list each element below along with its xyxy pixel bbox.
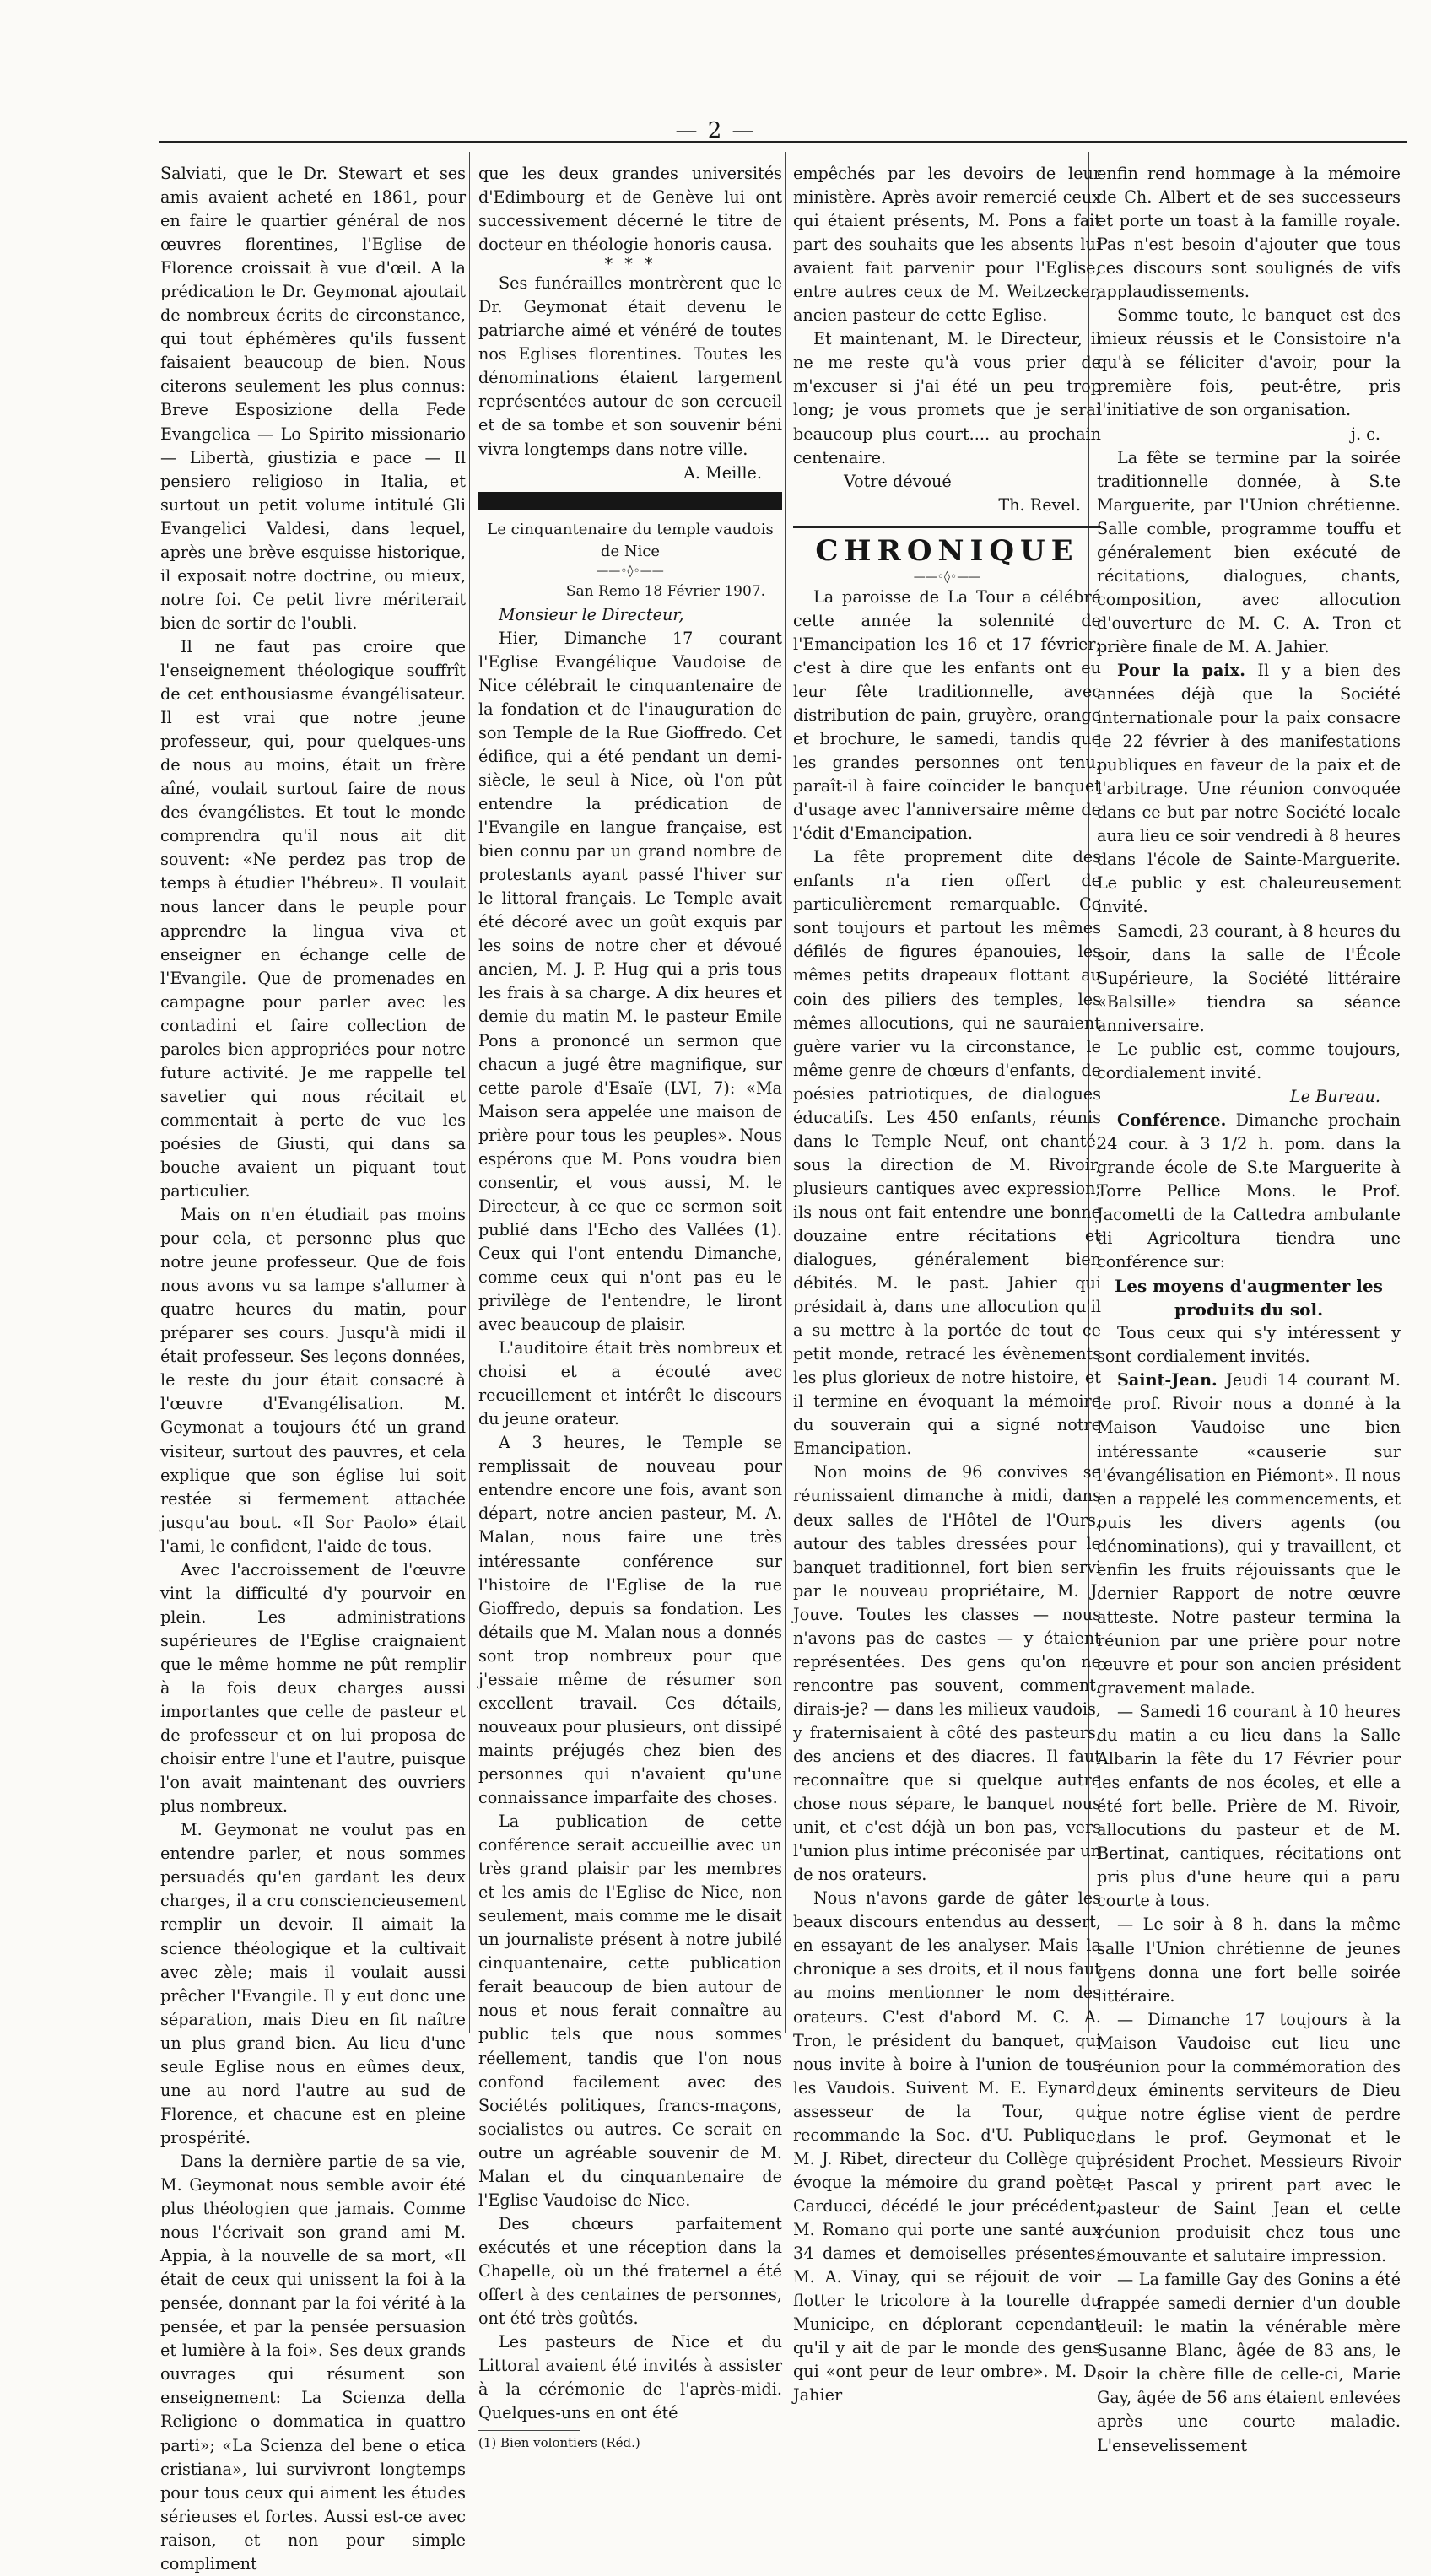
paragraph: Tous ceux qui s'y intéressent y sont cordialement invités.: [1097, 1323, 1401, 1367]
ornament-rule: ——◦◊◦——: [597, 564, 664, 578]
column-rule: [785, 152, 786, 2033]
column-1: [160, 162, 466, 2576]
signature: Th. Revel.: [998, 494, 1081, 515]
section-separator: * * *: [604, 254, 656, 274]
salutation: Monsieur le Directeur,: [499, 604, 684, 624]
paragraph: Les pasteurs de Nice et du Littoral avaient été invités à assister à la cérémonie de l'après-midi. Quelques-uns en ont été: [478, 2332, 782, 2423]
article-title: Le cinquantenaire du temple vaudois de Nice: [487, 520, 774, 560]
column-4: [1097, 162, 1401, 2458]
run-in-heading: Conférence.: [1117, 1110, 1227, 1130]
paragraph: Il ne faut pas croire que l'enseignement théologique souffrît de cet enthousiasme évangélisateur. Il est vrai que notre jeune professeur, qui, pour quelques-uns de nous au moins, était un frère aîné, voulait surtout faire de nous des évangélistes. Et tout le monde comprendra qu'il nous ait dit souvent: «Ne perdez pas trop de temps à étudier l'hébreu». Il voulait nous lancer dans le peuple pour apprendre la lingua viva et enseigner en échange celle de l'Evangile. Que de promenades en campagne pour parler avec les contadini et faire collection de paroles bien appropriées pour notre future activité. Je me rappelle tel savetier qui nous récitait et commentait à perte de vue les poésies de Giusti, qui dans sa bouche avaient un piquant tout particulier.: [160, 636, 466, 1202]
article-divider-bar: [478, 492, 782, 510]
paragraph: Nous n'avons garde de gâter les beaux discours entendus au dessert, en essayant de les analyser. Mais la chronique a ses droits, et il nous faut au moins mentionner le nom des orateurs. C'est d'abord M. C. A. Tron, le président du banquet, qui nous invite à boire à l'union de tous les Vaudois. Suivent M. E. Eynard, assesseur de la Tour, qui recommande la Soc. d'U. Publique; M. J. Ribet, directeur du Collège qui évoque la mémoire du grand poète Carducci, décédé le jour précédent; M. Romano qui porte une santé aux 34 dames et demoiselles présentes; M. A. Vinay, qui se réjouit de voir flotter le tricolore à la tourelle du Municipe, en déplorant cependant qu'il y ait de par le monde des gens qui «ont peur de leur ombre». M. D. Jahier: [793, 1888, 1101, 2406]
paragraph: — Dimanche 17 toujours à la Maison Vaudoise eut lieu une réunion pour la commémoration des deux éminents serviteurs de Dieu que notre église vient de perdre dans le prof. Geymonat et le président Prochet. Messieurs Rivoir et Pascal y prirent part avec le pasteur de Saint Jean et cette réunion produisit chez tous une émouvante et salutaire impression.: [1097, 2009, 1401, 2266]
paragraph: Le public est, comme toujours, cordialement invité.: [1097, 1039, 1401, 1083]
run-in-heading: Saint-Jean.: [1117, 1370, 1218, 1391]
paragraph: enfin rend hommage à la mémoire de Ch. Albert et de ses successeurs et porte un toast à la famille royale. Pas n'est besoin d'ajouter que tous ces discours sont soulignés de vifs applaudissements.: [1097, 164, 1401, 302]
paragraph: Salviati, que le Dr. Stewart et ses amis avaient acheté en 1861, pour en faire le quartier général de nos œuvres florentines, l'Eglise de Florence croissait à vue d'œil. A la prédication le Dr. Geymonat ajoutait de nombreux écrits de circonstance, qui tout éphémères qu'ils fussent faisaient beaucoup de bien. Nous citerons seulement les plus connus: Breve Esposizione della Fede Evangelica — Lo Spirito missionario — Libertà, giustizia e pace — Il pensiero religioso in Italia, et surtout un petit volume intitulé Gli Evangelici Valdesi, dans lequel, après une brève esquisse historique, il exposait notre doctrine, ou mieux, notre foi. Ce petit livre mériterait bien de sortir de l'oubli.: [160, 164, 466, 633]
paragraph: empêchés par les devoirs de leur ministère. Après avoir remercié ceux qui étaient présents, M. Pons a fait part des souhaits que les absents lui avaient fait parvenir pour l'Eglise; entre autres ceux de M. Weitzecker, ancien pasteur de cette Eglise.: [793, 164, 1101, 326]
header-rule: [159, 141, 1407, 143]
paragraph: La fête se termine par la soirée traditionnelle donnée, à S.te Marguerite, par l'Union chrétienne. Salle comble, programme touffu et généralement bien exécuté de récitations, dialogues, chants, composition, avec allocution d'ouverture de M. C. A. Tron et prière finale de M. A. Jahier.: [1097, 447, 1401, 656]
paragraph: A 3 heures, le Temple se remplissait de nouveau pour entendre encore une fois, avant son départ, notre ancien pasteur, M. A. Malan, nous faire une très intéressante conférence sur l'histoire de l'Eglise de la rue Gioffredo, depuis sa fondation. Les détails que M. Malan nous a donnés sont trop nombreux pour que j'essaie même de résumer son excellent travail. Ces détails, nouveaux pour plusieurs, ont dissipé maints préjugés chez bien des personnes qui n'avaient qu'une connaissance imparfaite des choses.: [478, 1433, 782, 1807]
paragraph: [1097, 1369, 1401, 1700]
paragraph: Avec l'accroissement de l'œuvre vint la difficulté d'y pourvoir en plein. Les administrations supérieures de l'Eglise craignaient que le même homme ne pût remplir à la fois deux charges aussi importantes que celle de pasteur et de professeur et on lui proposa de choisir entre l'une et l'autre, puisque l'on avait maintenant des ouvriers plus nombreux.: [160, 1559, 466, 1817]
paragraph: Somme toute, le banquet est des mieux réussis et le Consistoire n'a qu'à se féliciter d'avoir, pour la première fois, peut-être, pris l'initiative de son organisation.: [1097, 305, 1401, 420]
paragraph: Dans la dernière partie de sa vie, M. Geymonat nous semble avoir été plus théologien que jamais. Comme nous l'écrivait son grand ami M. Appia, à la nouvelle de sa mort, «Il était de ceux qui unissent la foi à la pensée, donnant par la foi vérité à la pensée, et par la pensée persuasion et lumière à la foi». Ses deux grands ouvrages qui résument son enseignement: La Scienza della Religione o dommatica in quattro parti»; «La Scienza del bene o etica cristiana», lui survivront longtemps pour tous ceux qui aiment les études sérieuses et fortes. Aussi est-ce avec raison, et non pour simple compliment: [160, 2151, 466, 2573]
column-3: [793, 162, 1101, 2407]
paragraph: Et maintenant, M. le Directeur, il ne me reste qu'à vous prier de m'excuser si j'ai été un peu trop long; je vous promets que je serai beaucoup plus court.... au prochain centenaire.: [793, 329, 1101, 467]
section-title: CHRONIQUE: [793, 526, 1101, 569]
paragraph: — Le soir à 8 h. dans la même salle l'Union chrétienne de jeunes gens donna une fort belle soirée littéraire.: [1097, 1914, 1401, 2006]
paragraph: Samedi, 23 courant, à 8 heures du soir, dans la salle de l'École Supérieure, la Société littéraire «Balsille» tiendra sa séance anniversaire.: [1097, 921, 1401, 1035]
closing: Votre dévoué: [844, 471, 952, 491]
paragraph: L'auditoire était très nombreux et choisi et a écouté avec recueillement et intérêt le discours du jeune orateur.: [478, 1338, 782, 1429]
paragraph: Non moins de 96 convives se réunissaient dimanche à midi, dans deux salles de l'Hôtel de l'Ours, autour des tables dressées pour le banquet traditionnel, fort bien servi par le nouveau propriétaire, M. J. Jouve. Toutes les classes — nous n'avons pas de castes — y étaient représentées. Des gens qu'on ne rencontre pas souvent, comment, dirais-je? — dans les milieux vaudois, y fraternisaient à côté des pasteurs, des anciens et des diacres. Il faut reconnaître que si quelque autre chose nous sépare, le banquet nous unit, et c'est déjà un bon pas, vers l'union plus intime préconisée par un de nos orateurs.: [793, 1462, 1101, 1885]
ornament-rule: ——◦◊◦——: [913, 570, 981, 584]
paragraph: Mais on n'en étudiait pas moins pour cela, et personne plus que notre jeune professeur. Que de fois nous avons vu sa lampe s'allumer à quatre heures du matin, pour préparer ses cours. Jusqu'à midi il était professeur. Ses leçons données, le reste du jour était consacré à l'œuvre d'Evangélisation. M. Geymonat a toujours été un grand visiteur, surtout des pauvres, et cela explique que son église lui soit restée si fermement attachée jusqu'au bout. «Il Sor Paolo» était l'ami, le confident, l'aide de tous.: [160, 1205, 466, 1556]
paragraph-text: Il y a bien des années déjà que la Société internationale pour la paix consacre le 22 février à des manifestations publiques en faveur de la paix et de l'arbitrage. Une réunion convoquée dans ce but par notre Société locale aura lieu ce soir vendredi à 8 heures dans l'école de Sainte-Marguerite. Le public y est chaleureusement invité.: [1097, 660, 1401, 917]
paragraph: Hier, Dimanche 17 courant l'Eglise Evangélique Vaudoise de Nice célébrait le cinquantenaire de la fondation et de l'inauguration de son Temple de la Rue Gioffredo. Cet édifice, qui a été pendant un demi-siècle, le seul à Nice, où l'on pût entendre la prédication de l'Evangile en langue française, est bien connu par un grand nombre de protestants ayant passé l'hiver sur le littoral français. Le Temple avait été décoré avec un goût exquis par les soins de notre cher et dévoué ancien, M. J. P. Hug qui a pris tous les frais à sa charge. A dix heures et demie du matin M. le pasteur Emile Pons a prononcé un sermon que chacun a jugé être magnifique, sur cette parole d'Esaïe (LVI, 7): «Ma Maison sera appelée une maison de prière pour tous les peuples». Nous espérons que M. Pons voudra bien consentir, et vous aussi, M. le Directeur, à ce que ce sermon soit publié dans l'Echo des Vallées (1). Ceux qui l'ont entendu Dimanche, comme ceux qui n'ont pas eu le privilège de l'entendre, le liront avec beaucoup de plaisir.: [478, 628, 782, 1335]
footnote: (1) Bien volontiers (Réd.): [478, 2435, 640, 2451]
column-rule: [469, 152, 470, 2033]
paragraph: [1097, 1109, 1401, 1274]
paragraph-text: Dimanche prochain 24 cour. à 3 1/2 h. pom. dans la grande école de S.te Marguerite à Torre Pellice Mons. le Prof. Jacometti de la Cattedra ambulante di Agricoltura tiendra une conférence sur:: [1097, 1110, 1401, 1272]
paragraph: La fête proprement dite des enfants n'a rien offert de particulièrement remarquable. Ce sont toujours et partout les mêmes défilés de figures épanouies, les mêmes petits drapeaux flottant au coin des piliers des temples, les mêmes allocutions, qui ne sauraient guère varier vu la circonstance, le même genre de chœurs d'enfants, de poésies patriotiques, de dialogues éducatifs. Les 450 enfants, réunis dans le Temple Neuf, ont chanté, sous la direction de M. Rivoir, plusieurs cantiques avec expression; ils nous ont fait entendre une bonne douzaine entre récitations et dialogues, généralement bien débités. M. le past. Jahier qui présidait à, dans une allocution qu'il a su mettre à la portée de tout ce petit monde, retracé les évènements les plus glorieux de notre histoire, et il termine en évoquant la mémoire du souverain qui a signé notre Emancipation.: [793, 847, 1101, 1459]
paragraph: — La famille Gay des Gonins a été frappée samedi dernier d'un double deuil: le matin la vénérable mère Susanne Blanc, âgée de 83 ans, le soir la chère fille de celle-ci, Marie Gay, âgée de 56 ans étaient enlevées après une courte maladie. L'ensevelissement: [1097, 2270, 1401, 2455]
signature: A. Meille.: [683, 462, 762, 483]
paragraph: La paroisse de La Tour a célébré cette année la solennité de l'Emancipation les 16 et 17 février; c'est à dire que les enfants ont eu leur fête traditionnelle, avec distribution de pain, gruyère, orange et brochure, le samedi, tandis que les grandes personnes ont tenu, paraît-il à faire coïncider le banquet d'usage avec l'anniversaire même de l'édit d'Emancipation.: [793, 586, 1101, 844]
run-in-heading: Pour la paix.: [1117, 660, 1245, 680]
paragraph: que les deux grandes universités d'Edimbourg et de Genève lui ont successivement décerné le titre de docteur en théologie honoris causa.: [478, 164, 782, 255]
paragraph-text: Jeudi 14 courant M. le prof. Rivoir nous a donné à la Maison Vaudoise une bien intéressante «causerie sur l'évangélisation en Piémont». Il nous en a rappelé les commencements, et puis les divers agents (ou dénominations), qui y travaillent, et enfin les fruits réjouissants que le dernier Rapport de notre œuvre atteste. Notre pasteur termina la réunion par une prière pour notre œuvre et pour son ancien président gravement malade.: [1097, 1370, 1401, 1698]
paragraph: [1097, 659, 1401, 920]
column-2: [478, 162, 782, 2454]
page-number: — 2 —: [675, 118, 756, 143]
paragraph: M. Geymonat ne voulut pas en entendre parler, et nous sommes persuadés qu'en gardant les deux charges, il a cru consciencieusement remplir un devoir. Il aimait la science théologique et la cultivait avec zèle; mais il voulait aussi prêcher l'Evangile. Il y eut donc une séparation, mais Dieu en fit naître un plus grand bien. Au lieu d'une seule Eglise nous en eûmes deux, une au nord l'autre au sud de Florence, et chacune est en pleine prospérité.: [160, 1820, 466, 2147]
signature: j. c.: [1351, 424, 1380, 444]
signature: Le Bureau.: [1289, 1086, 1380, 1106]
paragraph: La publication de cette conférence serait accueillie avec un très grand plaisir par les membres et les amis de l'Eglise de Nice, non seulement, mais comme me le disait un journaliste présent à notre jubilé cinquantenaire, cette publication ferait beaucoup de bien autour de nous et nous ferait connaître au public tels que nous sommes réellement, tandis que l'on nous confond facilement avec des Sociétés politiques, francs-maçons, socialistes ou autres. Ce serait en outre un agréable souvenir de M. Malan et du cinquantenaire de l'Eglise Vaudoise de Nice.: [478, 1812, 782, 2210]
conference-title: Les moyens d'augmenter les produits du sol.: [1115, 1276, 1383, 1320]
paragraph: Des chœurs parfaitement exécutés et une réception dans la Chapelle, où un thé fraternel a été offert à des centaines de personnes, ont été très goûtés.: [478, 2213, 782, 2329]
paragraph: Ses funérailles montrèrent que le Dr. Geymonat était devenu le patriarche aimé et vénéré de toutes nos Eglises florentines. Toutes les dénominations étaient largement représentées autour de son cercueil et de sa tombe et son souvenir béni vivra longtemps dans notre ville.: [478, 273, 782, 459]
dateline: San Remo 18 Février 1907.: [565, 582, 765, 600]
paragraph: — Samedi 16 courant à 10 heures du matin a eu lieu dans la Salle Albarin la fête du 17 Février pour les enfants de nos écoles, et elle a été fort belle. Prière de M. Rivoir, allocutions du pasteur et de M. Bertinat, cantiques, récitations ont pris plus d'une heure qui a paru courte à tous.: [1097, 1702, 1401, 1911]
